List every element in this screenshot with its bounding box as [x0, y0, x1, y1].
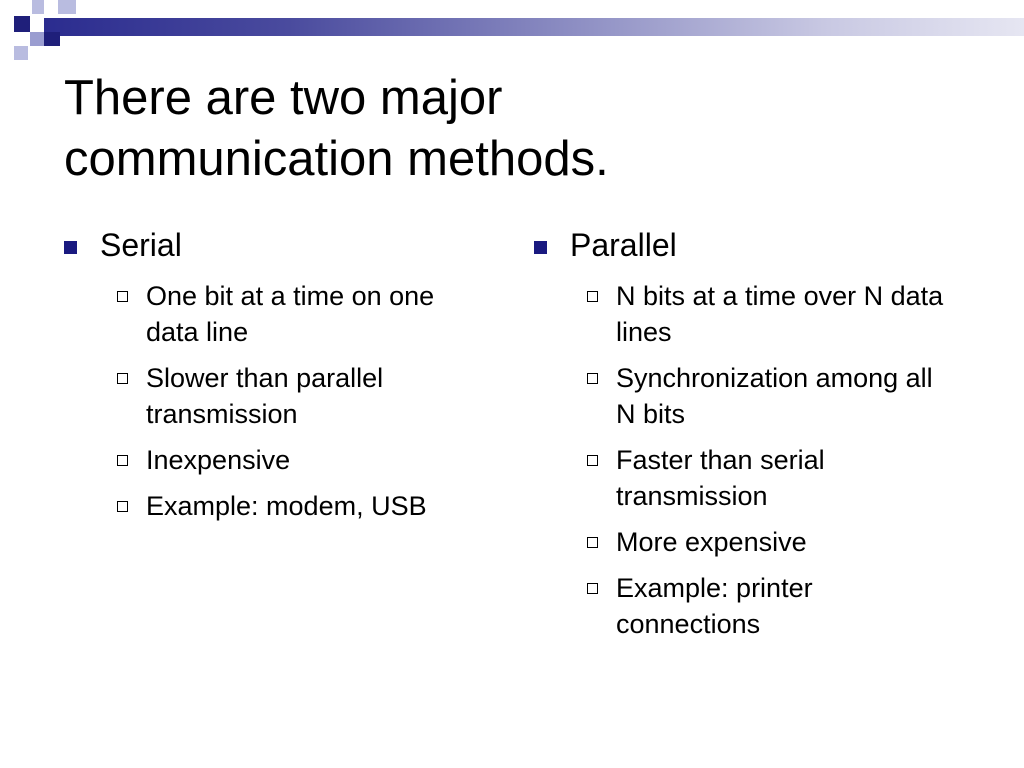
sub-bullet-item [62, 278, 476, 350]
sub-bullet-item [62, 360, 476, 432]
decor-square-navy-top [14, 16, 30, 32]
bullet-heading-serial [62, 224, 492, 266]
sub-bullet-item [532, 360, 946, 432]
hollow-square-bullet-icon [117, 291, 128, 302]
filled-square-bullet-icon [534, 241, 547, 254]
sub-bullet-text: N bits at a time over N data lines [616, 281, 944, 347]
hollow-square-bullet-icon [587, 455, 598, 466]
title-line-1: There are two major [64, 71, 503, 125]
sub-bullet-text: Inexpensive [146, 445, 291, 475]
title-line-2: communication methods. [64, 132, 609, 186]
sub-bullet-text: Example: printer connections [616, 573, 813, 639]
sub-bullet-text: Slower than parallel transmission [146, 363, 384, 429]
sub-bullet-item [62, 488, 476, 524]
hollow-square-bullet-icon [117, 373, 128, 384]
hollow-square-bullet-icon [587, 583, 598, 594]
hollow-square-bullet-icon [587, 537, 598, 548]
sub-bullet-item [532, 570, 946, 642]
decor-square-light-bottom [14, 46, 28, 60]
sub-bullet-text: Faster than serial transmission [616, 445, 825, 511]
sub-bullet-text: One bit at a time on one data line [146, 281, 435, 347]
column-parallel [532, 224, 962, 652]
filled-square-bullet-icon [64, 241, 77, 254]
hollow-square-bullet-icon [587, 291, 598, 302]
sub-bullet-text: Synchronization among all N bits [616, 363, 933, 429]
header-gradient-bar [44, 18, 1024, 36]
decor-square-mid [30, 32, 44, 46]
hollow-square-bullet-icon [117, 501, 128, 512]
sub-bullet-item [62, 442, 476, 478]
slide-title [64, 68, 964, 190]
heading-label: Parallel [570, 227, 677, 263]
heading-label: Serial [100, 227, 182, 263]
sub-bullet-text: More expensive [616, 527, 807, 557]
hollow-square-bullet-icon [587, 373, 598, 384]
decor-square-light-top [32, 0, 44, 14]
sub-bullet-text: Example: modem, USB [146, 491, 427, 521]
decor-square-light-top-right [58, 0, 76, 14]
bullet-heading-parallel [532, 224, 962, 266]
hollow-square-bullet-icon [117, 455, 128, 466]
sub-bullet-item [532, 442, 946, 514]
decor-square-navy-bottom [44, 32, 60, 46]
column-serial [62, 224, 492, 534]
sub-bullet-item [532, 524, 946, 560]
sub-bullet-item [532, 278, 946, 350]
